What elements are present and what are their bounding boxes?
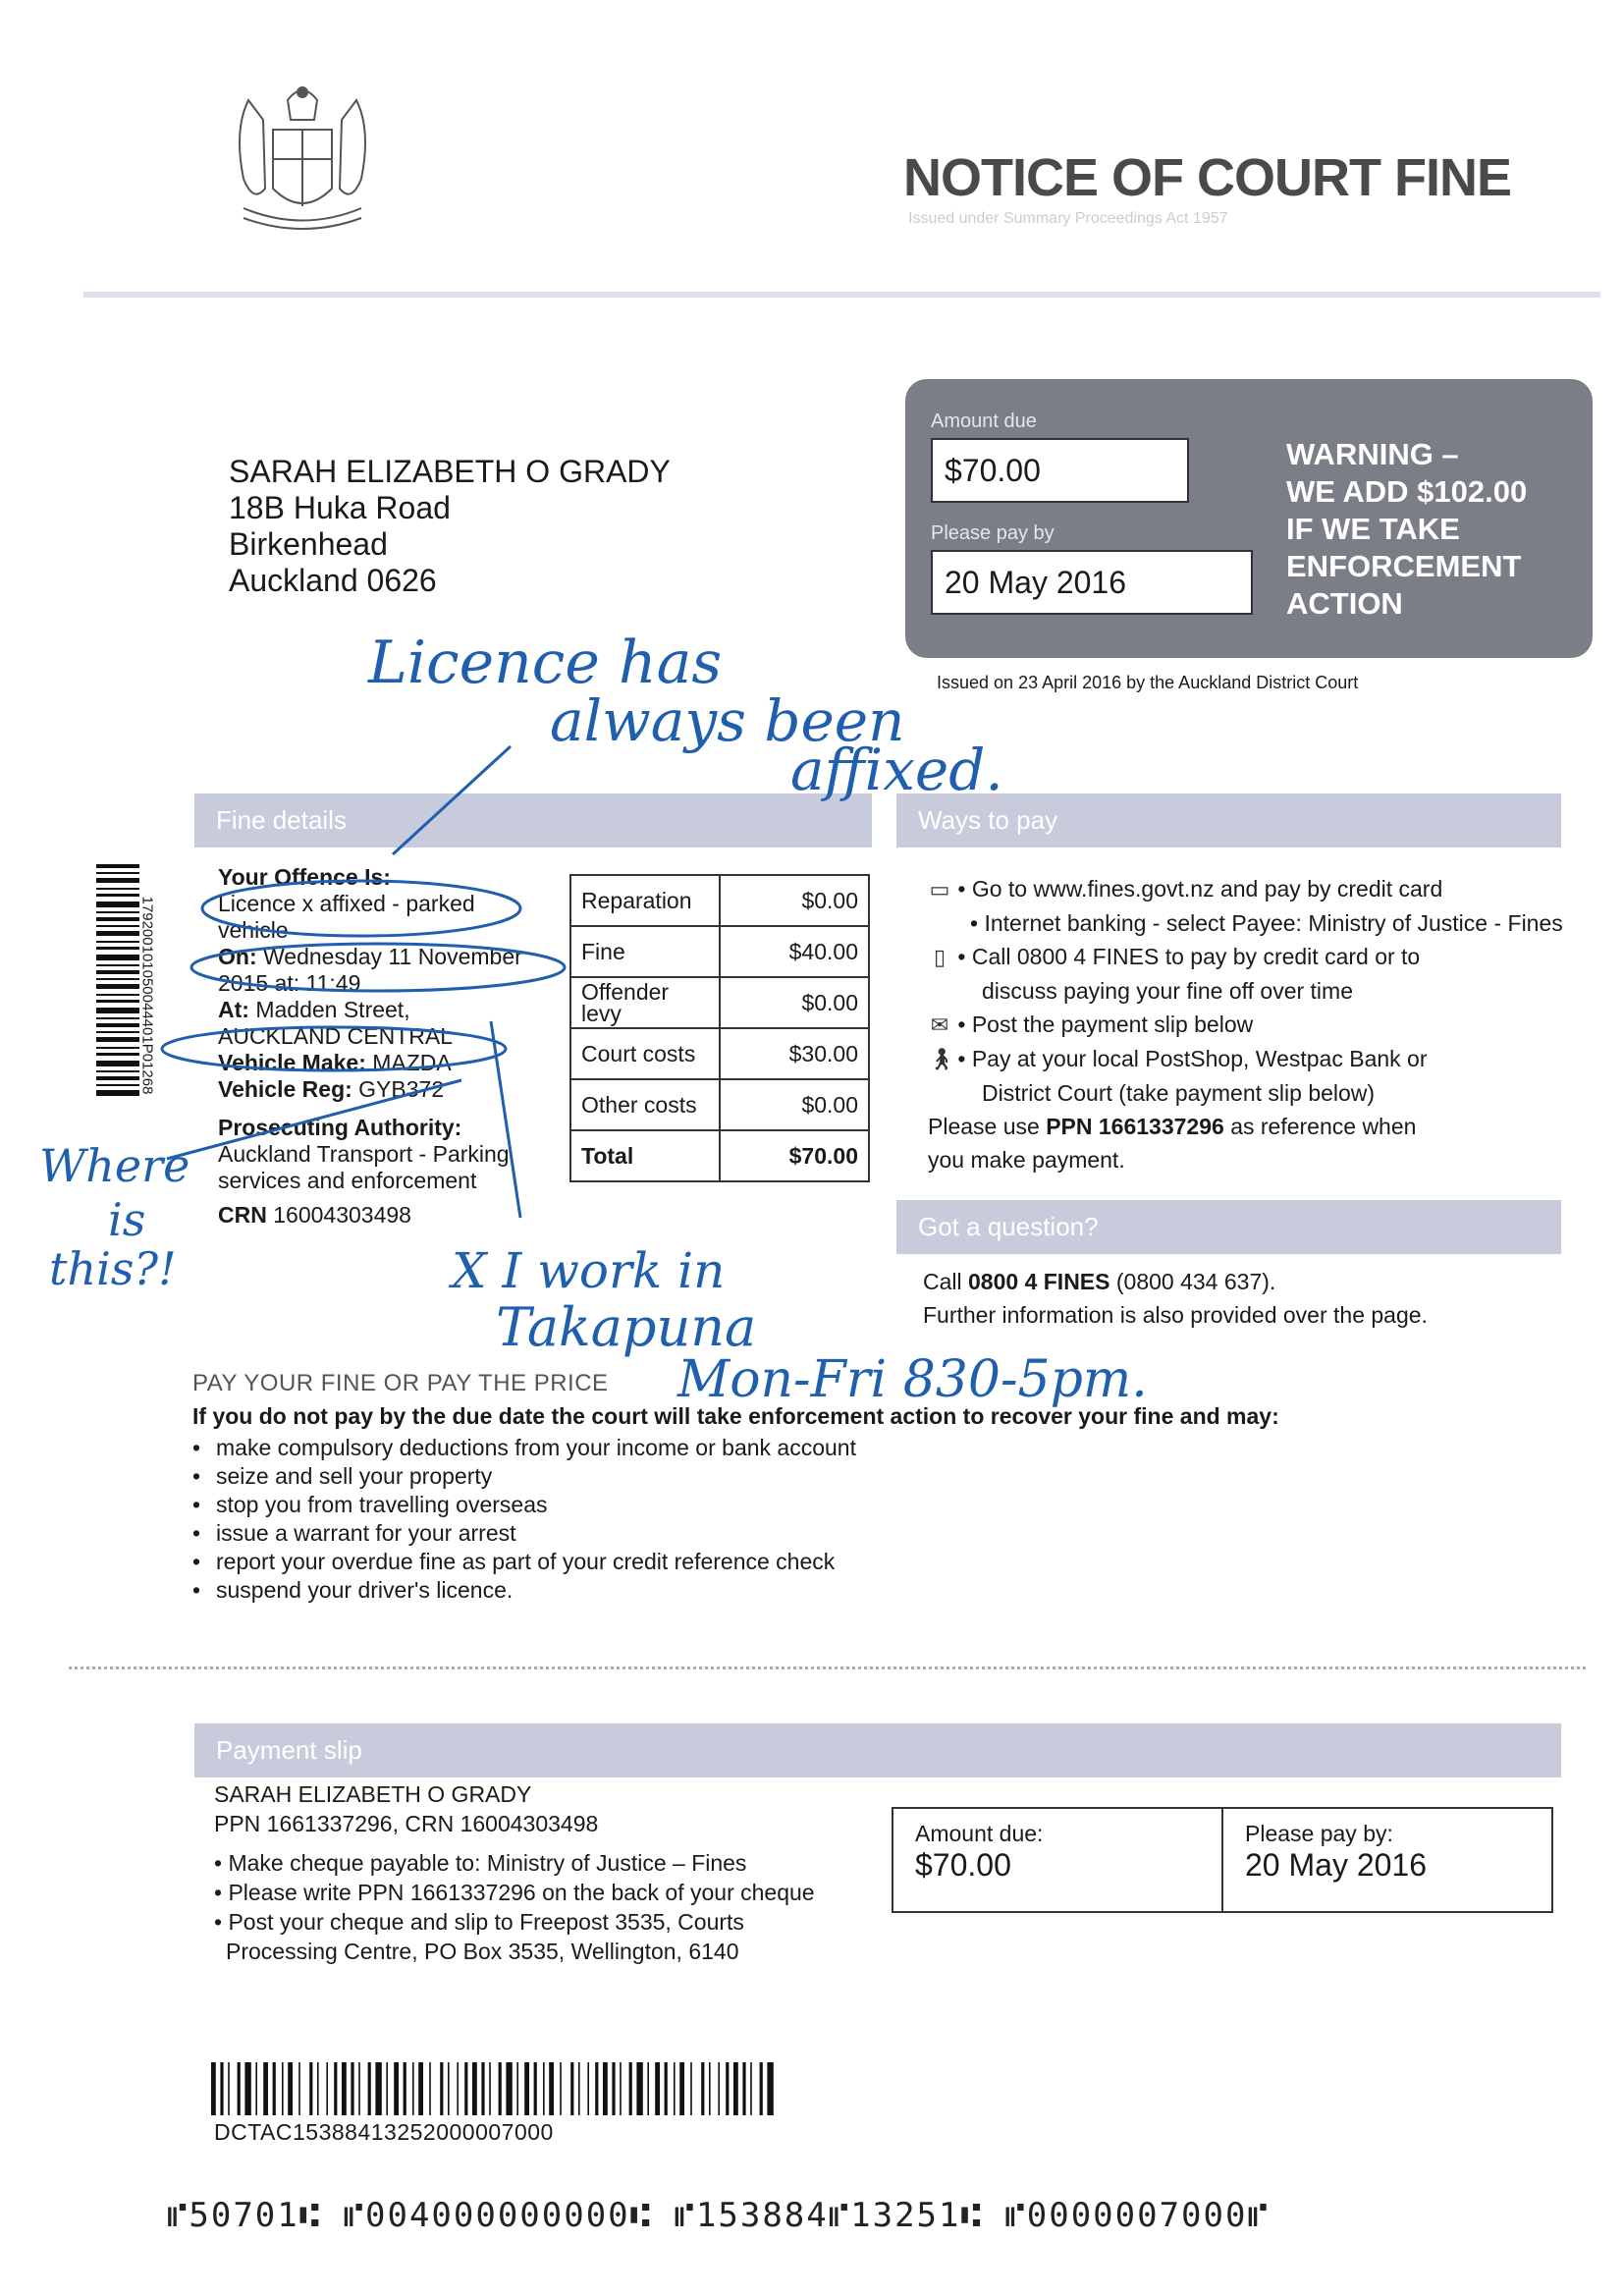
computer-icon: ▭ (929, 877, 950, 902)
total-label: Total (570, 1130, 720, 1181)
crn-value: 16004303498 (273, 1202, 411, 1228)
way-in-person: Pay at your local PostShop, Westpac Bank or (971, 1046, 1428, 1071)
ways-to-pay-list: ▭ • Go to www.fines.govt.nz and pay by credit card • Internet banking - select Payee: Ministry of Justice - Fines ▯ • Call 0800 4 FINES to pay by credit card or to discuss paying your fine off over time ✉ • Post the payment slip below 🚶︎ • Pay at your local PostShop, Westpac Bank or District Court (take payment slip below) Please use PPN 1661337296 as reference when you make payment. (928, 872, 1556, 1176)
cost-value: $40.00 (720, 926, 869, 977)
ppn-text: you make payment. (928, 1147, 1125, 1173)
warning-line: IF WE TAKE (1286, 512, 1460, 546)
barcode-text: DCTAC15388413252000007000 (214, 2119, 554, 2145)
at-value-2: AUCKLAND CENTRAL (218, 1023, 453, 1049)
way-web: Go to www.fines.govt.nz and pay by credit card (971, 876, 1443, 902)
warning-line: WARNING – (1286, 437, 1459, 471)
list-item: • make compulsory deductions from your income or bank account (192, 1434, 1279, 1462)
address-line: Auckland 0626 (229, 563, 437, 598)
handwritten-note: Where (39, 1139, 190, 1192)
address-line: Birkenhead (229, 526, 388, 562)
list-item: • stop you from travelling overseas (192, 1491, 1279, 1519)
handwritten-note: this?! (49, 1242, 177, 1295)
cost-label: Court costs (570, 1028, 720, 1079)
section-title: Ways to pay (918, 805, 1058, 835)
cost-label: Offender levy (570, 977, 720, 1028)
offence-label: Your Offence Is: (218, 864, 391, 890)
handwritten-note: is (108, 1193, 146, 1246)
phone-icon: ▯ (933, 945, 947, 969)
pay-by-label: Please pay by (931, 522, 1055, 544)
pay-warning: If you do not pay by the due date the court will take enforcement action to recover your fine and may: (192, 1403, 1279, 1429)
handwritten-note: Mon-Fri 830-5pm. (677, 1350, 1148, 1409)
on-label: On: (218, 944, 257, 969)
instruction-text: Post your cheque and slip to Freepost 3535, Courts (228, 1909, 744, 1935)
on-value: Wednesday 11 November (263, 944, 522, 969)
warning-line: WE ADD $102.00 (1286, 474, 1528, 509)
info-text: Further information is also provided over the page. (923, 1302, 1428, 1328)
section-title: Fine details (216, 805, 347, 835)
list-item: • issue a warrant for your arrest (192, 1519, 1279, 1548)
prosecuting-text: Auckland Transport - Parking (218, 1141, 510, 1167)
warning-line: ACTION (1286, 586, 1403, 621)
on-value-2: 2015 at: 11:49 (218, 970, 361, 996)
instruction-text: Processing Centre, PO Box 3535, Wellington, 6140 (226, 1939, 739, 1964)
cost-label: Other costs (570, 1079, 720, 1130)
way-phone-2: discuss paying your fine off over time (982, 978, 1353, 1004)
handwritten-note: Licence has (368, 629, 723, 697)
slip-name: SARAH ELIZABETH O GRADY (214, 1781, 532, 1807)
prosecuting-label: Prosecuting Authority: (218, 1115, 462, 1140)
handwritten-note: Takapuna (496, 1296, 757, 1358)
list-item: • report your overdue fine as part of your credit reference check (192, 1548, 1279, 1576)
handwritten-note: X I work in (452, 1242, 726, 1299)
envelope-icon: ✉ (930, 1012, 949, 1037)
pay-title: PAY YOUR FINE OR PAY THE PRICE (192, 1370, 609, 1396)
way-post: Post the payment slip below (971, 1011, 1254, 1037)
ppn-text: Please use (928, 1114, 1047, 1139)
side-barcode-text: 179200101050044401P01268 (138, 896, 156, 1095)
way-phone: Call 0800 4 FINES to pay by credit card or to (971, 944, 1421, 969)
walking-person-icon: 🚶︎ (928, 1047, 955, 1071)
slip-payby-value: 20 May 2016 (1245, 1847, 1428, 1883)
cost-value: $0.00 (720, 977, 869, 1028)
ppn-reference: PPN 1661337296 (1046, 1114, 1224, 1139)
vehicle-make-label: Vehicle Make: (218, 1050, 366, 1075)
vehicle-reg-label: Vehicle Reg: (218, 1076, 352, 1102)
prosecuting-text: services and enforcement (218, 1168, 477, 1193)
cost-label: Reparation (570, 875, 720, 926)
warning-line: ENFORCEMENT (1286, 549, 1522, 583)
crn-label: CRN (218, 1202, 267, 1228)
call-number: 0800 4 FINES (968, 1269, 1110, 1294)
page-title: NOTICE OF COURT FINE (903, 148, 1511, 207)
at-label: At: (218, 997, 249, 1022)
at-value: Madden Street, (255, 997, 410, 1022)
amount-due-label: Amount due (931, 410, 1037, 432)
slip-payby-label: Please pay by: (1245, 1821, 1393, 1846)
call-text: Call (923, 1269, 969, 1294)
cost-value: $30.00 (720, 1028, 869, 1079)
offence-text: Licence x affixed - parked (218, 891, 475, 916)
list-item: • seize and sell your property (192, 1462, 1279, 1491)
offence-text: vehicle (218, 917, 289, 943)
list-item: • suspend your driver's licence. (192, 1576, 1279, 1605)
vehicle-make-value: MAZDA (372, 1050, 452, 1075)
way-in-person-2: District Court (take payment slip below) (982, 1080, 1376, 1106)
address-line: 18B Huka Road (229, 490, 451, 525)
list-item: • Post your cheque and slip to Freepost 3535, Courts (214, 1909, 744, 1935)
recipient-name: SARAH ELIZABETH O GRADY (229, 454, 671, 489)
list-item: • Make cheque payable to: Ministry of Justice – Fines (214, 1850, 747, 1876)
total-value: $70.00 (720, 1130, 869, 1181)
pay-by-value: 20 May 2016 (931, 550, 1253, 615)
way-internet-banking: Internet banking - select Payee: Ministry of Justice - Fines (984, 910, 1563, 936)
micr-line: ⑈50701⑆ ⑈004000000000⑆ ⑈153884⑈13251⑆ ⑈0000007000⑈ (167, 2196, 1270, 2235)
issued-note: Issued on 23 April 2016 by the Auckland District Court (937, 673, 1359, 692)
slip-amount-label: Amount due: (915, 1821, 1044, 1846)
vehicle-reg-value: GYB372 (358, 1076, 445, 1102)
cost-label: Fine (570, 926, 720, 977)
cost-value: $0.00 (720, 875, 869, 926)
page-subtitle: Issued under Summary Proceedings Act 1957 (908, 210, 1228, 227)
handwritten-note: affixed. (790, 737, 1003, 803)
instruction-text: Make cheque payable to: Ministry of Justice – Fines (228, 1850, 747, 1876)
slip-refs: PPN 1661337296, CRN 16004303498 (214, 1811, 599, 1836)
ppn-text: as reference when (1223, 1114, 1417, 1139)
cost-value: $0.00 (720, 1079, 869, 1130)
section-title: Payment slip (216, 1735, 362, 1765)
amount-due-value: $70.00 (931, 438, 1189, 503)
call-text: (0800 434 637). (1109, 1269, 1276, 1294)
section-title: Got a question? (918, 1212, 1099, 1241)
handwritten-note: always been (550, 687, 905, 754)
instruction-text: Please write PPN 1661337296 on the back of your cheque (228, 1880, 815, 1905)
slip-amount-value: $70.00 (915, 1847, 1011, 1883)
list-item: • Please write PPN 1661337296 on the back of your cheque (214, 1880, 815, 1905)
